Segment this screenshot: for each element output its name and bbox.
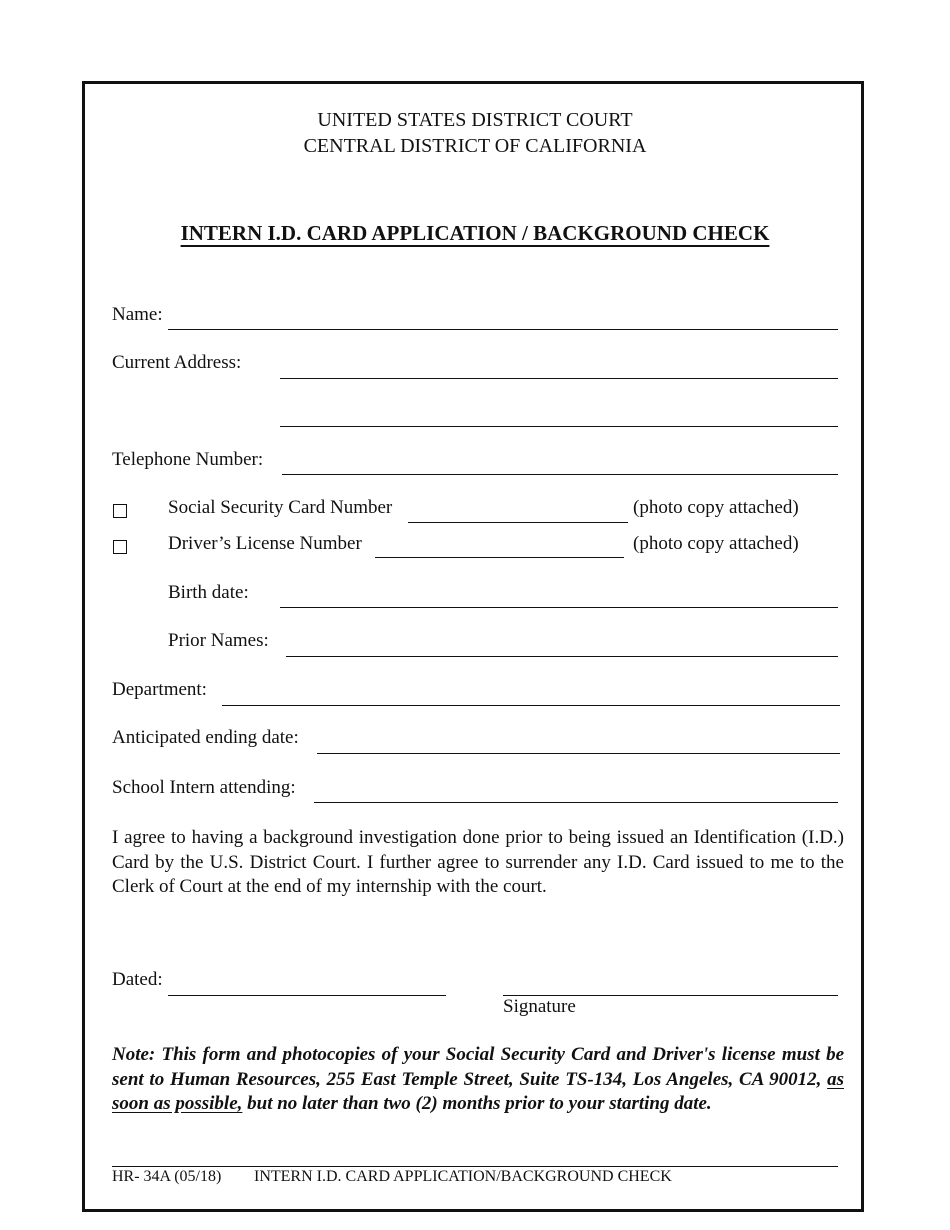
school-field[interactable] [314,802,838,803]
ssn-checkbox[interactable] [113,504,127,518]
ending-date-field[interactable] [317,753,840,754]
mailing-note [112,1043,844,1117]
dated-field[interactable] [168,995,446,996]
court-name: UNITED STATES DISTRICT COURT [317,109,633,131]
department-label: Department: [112,679,207,700]
signature-label: Signature [503,996,576,1017]
drivers-license-label: Driver’s License Number [168,533,362,554]
name-field[interactable] [168,329,838,330]
agreement-paragraph: I agree to having a background investigation done prior to being issued an Identification (I.D.) Card by the U.S. District Court. I further agree to surrender any I.D. Card issued to me to the Clerk of Court at the end of my internship with the court. [112,827,844,897]
district-name: CENTRAL DISTRICT OF CALIFORNIA [303,135,647,157]
drivers-license-checkbox[interactable] [113,540,127,554]
note-text-part2: but no later than two (2) months prior to your starting date. [242,1093,712,1114]
ssn-photo-copy-note: (photo copy attached) [633,497,799,518]
name-label: Name: [112,304,163,325]
form-title: INTERN I.D. CARD APPLICATION / BACKGROUND CHECK [180,221,770,245]
drivers-license-photo-copy-note: (photo copy attached) [633,533,799,554]
address-field-line2[interactable] [280,426,838,427]
dated-label: Dated: [112,969,163,990]
department-field[interactable] [222,705,840,706]
birth-date-field[interactable] [280,607,838,608]
footer-form-number: HR- 34A (05/18) [112,1168,222,1185]
footer-rule [112,1166,838,1167]
prior-names-field[interactable] [286,656,838,657]
school-label: School Intern attending: [112,777,296,798]
prior-names-label: Prior Names: [168,630,269,651]
telephone-field[interactable] [282,474,838,475]
drivers-license-field[interactable] [375,557,624,558]
birth-date-label: Birth date: [168,582,249,603]
ssn-field[interactable] [408,522,628,523]
address-field-line1[interactable] [280,378,838,379]
note-emphasis: as soon as possible, [112,1068,844,1114]
note-text-part1: Note: This form and photocopies of your Social Security Card and Driver's license must be sent to Human Resources, 255 East Temple Street, Suite TS-134, Los Angeles, CA 90012, [112,1044,844,1090]
address-label: Current Address: [112,352,242,373]
ending-date-label: Anticipated ending date: [112,727,299,748]
telephone-label: Telephone Number: [112,449,264,470]
footer-form-title: INTERN I.D. CARD APPLICATION/BACKGROUND CHECK [254,1168,672,1185]
ssn-label: Social Security Card Number [168,497,393,518]
